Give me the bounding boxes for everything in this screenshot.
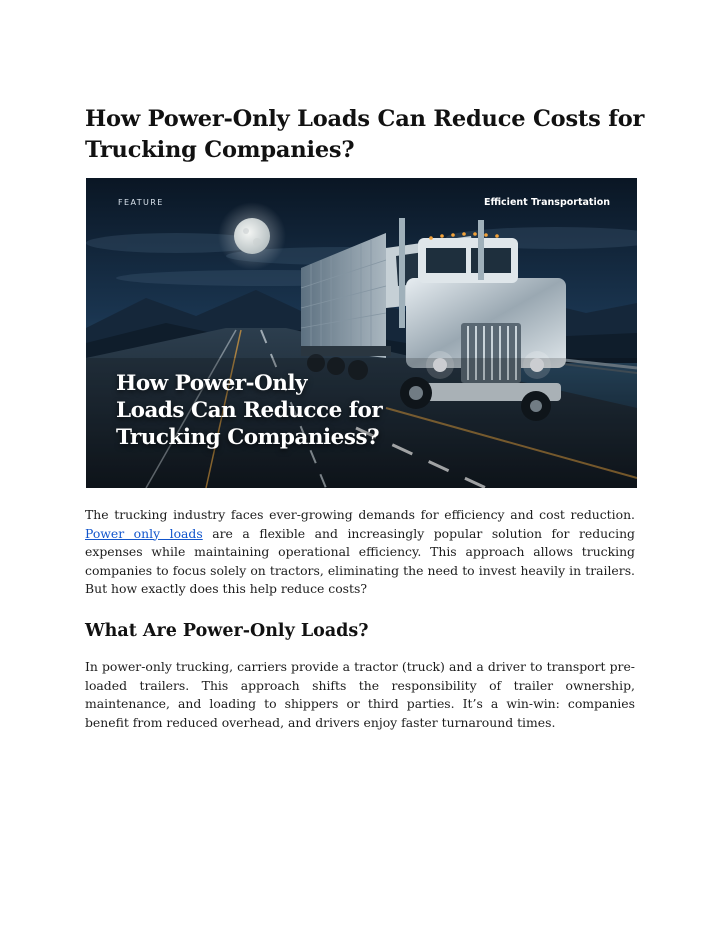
intro-text-after-link: are a flexible and increasingly popular solution for reducing expenses while maintaining operational efficiency. This approach allows trucking companies to focus solely on tractors, eliminating the need to invest heavily in trailers. But how exactly does this help reduce costs? <box>85 525 635 597</box>
hero-image <box>86 178 637 488</box>
hero-headline <box>116 370 436 451</box>
hero-headline-line: How Power-Only <box>116 371 308 396</box>
hero-headline-line: Trucking Companiess? <box>116 425 380 450</box>
intro-text-before-link: The trucking industry faces ever-growing demands for efficiency and cost reduction. <box>85 507 635 522</box>
section-paragraph: In power-only trucking, carriers provide a tractor (truck) and a driver to transport pre-loaded trailers. This approach shifts the responsibility of trailer ownership, maintenance, and loading to shippers or third parties. It’s a win-win: companies benefit from reduced overhead, and drivers enjoy faster turnaround times. <box>85 659 635 730</box>
intro-paragraph <box>85 506 635 599</box>
document-title: How Power-Only Loads Can Reduce Costs for Trucking Companies? <box>85 106 645 163</box>
hero-tag-label: FEATURE <box>118 198 164 207</box>
power-only-loads-link[interactable]: Power only loads <box>85 525 203 541</box>
hero-category-label: Efficient Transportation <box>483 197 610 208</box>
hero-headline-line: Loads Can Reducce for <box>116 398 383 423</box>
section-heading: What Are Power-Only Loads? <box>85 621 369 641</box>
